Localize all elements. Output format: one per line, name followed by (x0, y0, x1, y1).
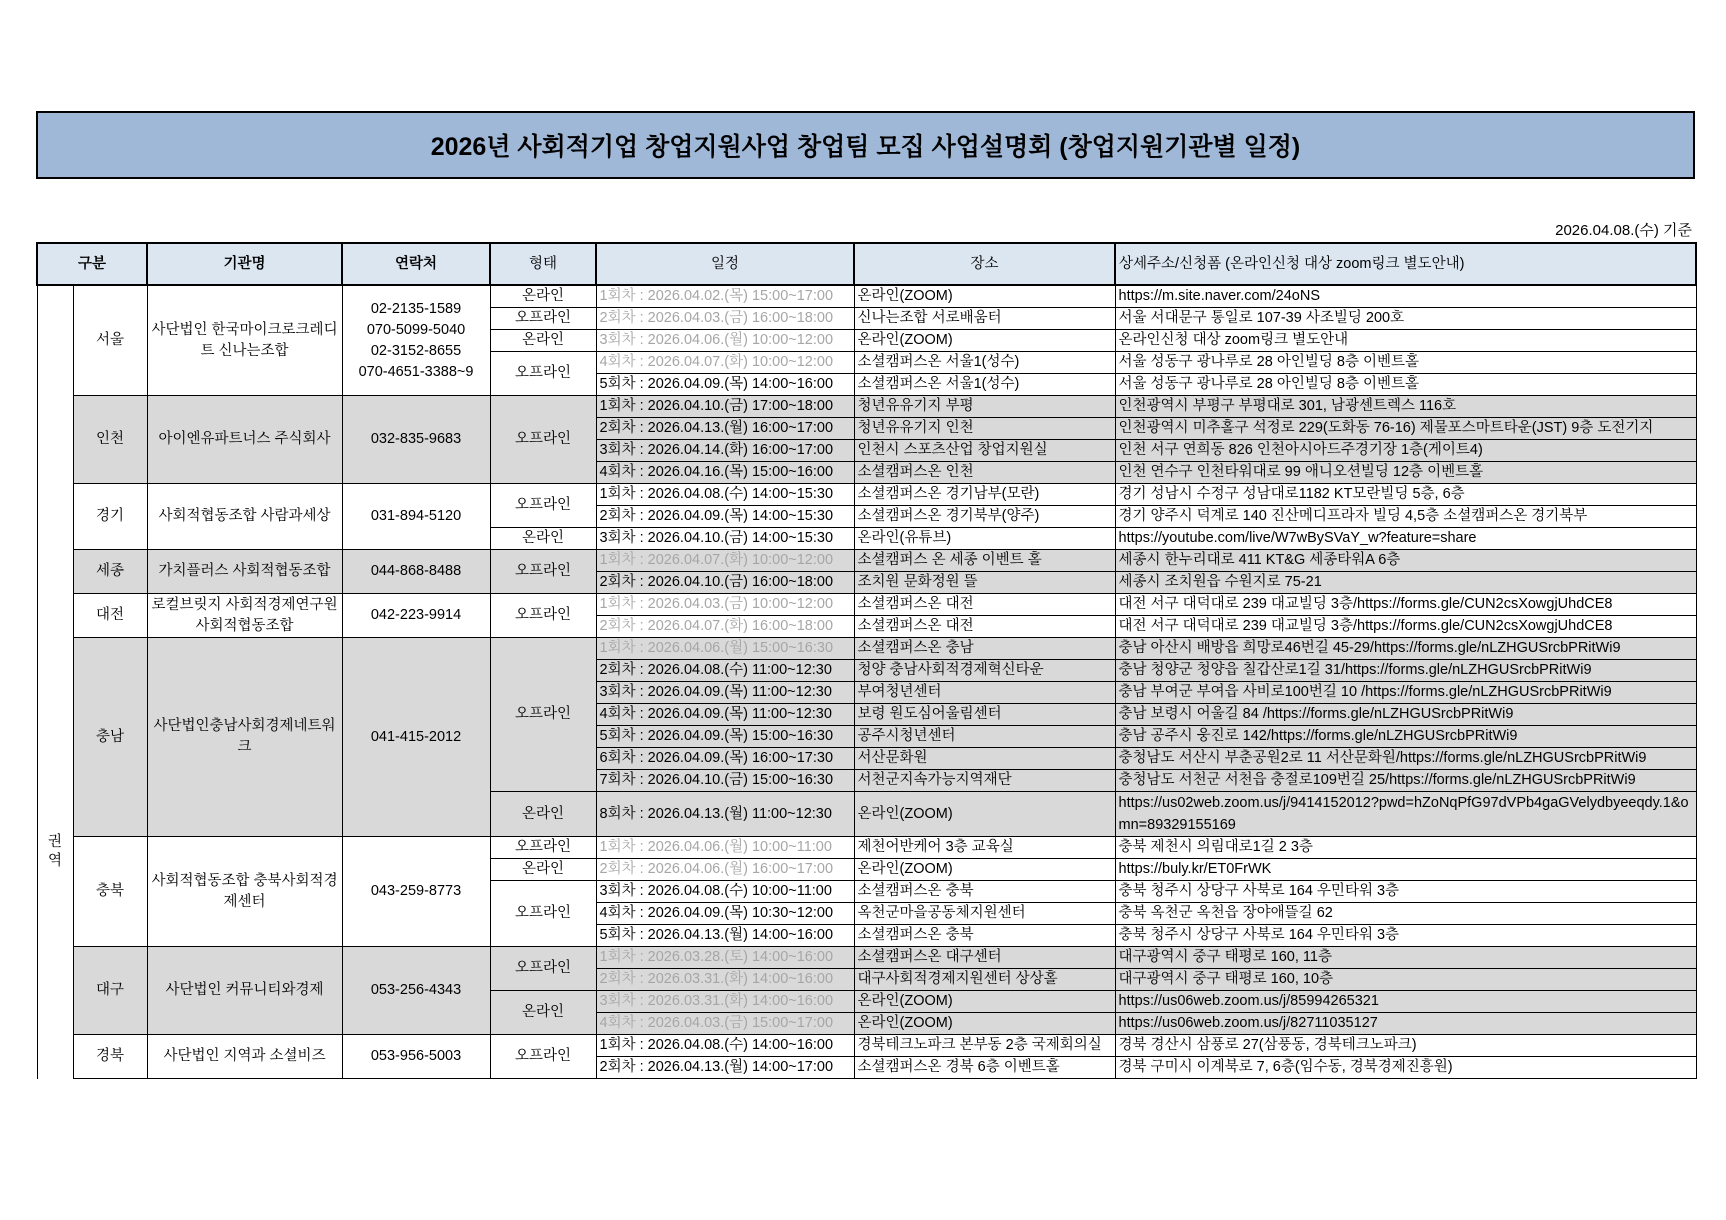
org-name: 로컬브릿지 사회적경제연구원 사회적협동조합 (147, 594, 342, 638)
table-body (37, 285, 1696, 1079)
table-row (37, 285, 1696, 308)
as-of-date: 2026.04.08.(수) 기준 (1555, 222, 1692, 239)
session-schedule: 2회차 : 2026.04.10.(금) 16:00~18:00 (596, 572, 854, 594)
session-type: 온라인 (490, 330, 596, 352)
session-schedule: 2회차 : 2026.04.08.(수) 11:00~12:30 (596, 660, 854, 682)
session-place: 소셜캠퍼스온 충북 (854, 925, 1115, 947)
session-place: 소셜캠퍼스온 충북 (854, 881, 1115, 903)
session-detail: 세종시 조치원읍 수원지로 75-21 (1115, 572, 1696, 594)
contact-phone: 053-956-5003 (370, 1048, 462, 1064)
session-detail: https://youtube.com/live/W7wBySVaY_w?feature=share (1115, 528, 1696, 550)
session-detail: 세종시 한누리대로 411 KT&G 세종타워A 6층 (1115, 550, 1696, 572)
org-name: 사단법인 커뮤니티와경제 (147, 947, 342, 1035)
table-row (37, 484, 1696, 506)
session-schedule: 1회차 : 2026.03.28.(토) 14:00~16:00 (596, 947, 854, 969)
session-place: 소셜캠퍼스온 대전 (854, 616, 1115, 638)
session-detail: https://m.site.naver.com/24oNS (1115, 285, 1696, 308)
contact-cell (342, 947, 490, 1035)
session-detail: 서울 성동구 광나루로 28 아인빌딩 8층 이벤트홀 (1115, 374, 1696, 396)
session-type: 오프라인 (490, 484, 596, 528)
session-place: 청양 충남사회적경제혁신타운 (854, 660, 1115, 682)
session-detail: 충청남도 서천군 서천읍 충절로109번길 25/https://forms.gle/nLZHGUSrcbPRitWi9 (1115, 770, 1696, 792)
contact-cell (342, 594, 490, 638)
session-schedule: 2회차 : 2026.04.07.(화) 16:00~18:00 (596, 616, 854, 638)
session-place: 인천시 스포츠산업 창업지원실 (854, 440, 1115, 462)
session-place: 대구사회적경제지원센터 상상홀 (854, 969, 1115, 991)
region-group-text: 권 역 (47, 834, 62, 870)
session-detail: 서울 성동구 광나루로 28 아인빌딩 8층 이벤트홀 (1115, 352, 1696, 374)
region-name: 서울 (73, 285, 147, 396)
header-type: 형태 (490, 243, 596, 285)
session-type: 오프라인 (490, 947, 596, 991)
session-schedule: 1회차 : 2026.04.02.(목) 15:00~17:00 (596, 285, 854, 308)
session-type: 오프라인 (490, 881, 596, 947)
session-place: 소셜캠퍼스온 경기북부(양주) (854, 506, 1115, 528)
session-schedule: 1회차 : 2026.04.06.(월) 10:00~11:00 (596, 837, 854, 859)
session-schedule: 4회차 : 2026.04.07.(화) 10:00~12:00 (596, 352, 854, 374)
session-place: 경북테크노파크 본부동 2층 국제회의실 (854, 1035, 1115, 1057)
session-place: 서천군지속가능지역재단 (854, 770, 1115, 792)
contact-cell (342, 837, 490, 947)
region-name: 세종 (73, 550, 147, 594)
session-schedule: 3회차 : 2026.04.09.(목) 11:00~12:30 (596, 682, 854, 704)
session-place: 소셜캠퍼스온 서울1(성수) (854, 352, 1115, 374)
session-place: 소셜캠퍼스온 충남 (854, 638, 1115, 660)
session-place: 공주시청년센터 (854, 726, 1115, 748)
page-title: 2026년 사회적기업 창업지원사업 창업팀 모집 사업설명회 (창업지원기관별 일정) (430, 133, 1301, 161)
org-name: 가치플러스 사회적협동조합 (147, 550, 342, 594)
session-place: 서산문화원 (854, 748, 1115, 770)
org-name: 사단법인 한국마이크로크레디트 신나는조합 (147, 285, 342, 396)
contact-phone: 02-3152-8655 (370, 342, 462, 359)
header-category: 구분 (37, 243, 147, 285)
schedule-table (36, 242, 1697, 1079)
session-detail: 경북 경산시 삼풍로 27(삼풍동, 경북테크노파크) (1115, 1035, 1696, 1057)
session-detail: 충남 공주시 웅진로 142/https://forms.gle/nLZHGUSrcbPRitWi9 (1115, 726, 1696, 748)
session-detail: 서울 서대문구 통일로 107-39 사조빌딩 200호 (1115, 308, 1696, 330)
session-schedule: 4회차 : 2026.04.09.(목) 10:30~12:00 (596, 903, 854, 925)
region-name: 충남 (73, 638, 147, 837)
session-schedule: 3회차 : 2026.04.08.(수) 10:00~11:00 (596, 881, 854, 903)
org-name: 사회적협동조합 충북사회적경제센터 (147, 837, 342, 947)
session-schedule: 4회차 : 2026.04.16.(목) 15:00~16:00 (596, 462, 854, 484)
session-place: 옥천군마을공동체지원센터 (854, 903, 1115, 925)
contact-phone: 032-835-9683 (370, 431, 462, 447)
session-detail: 인천광역시 미추홀구 석정로 229(도화동 76-16) 제물포스마트타운(JST) 9층 도전기지 (1115, 418, 1696, 440)
session-type: 오프라인 (490, 352, 596, 396)
table-row (37, 396, 1696, 418)
header-org: 기관명 (147, 243, 342, 285)
session-detail: 인천 연수구 인천타워대로 99 애니오션빌딩 12층 이벤트홀 (1115, 462, 1696, 484)
session-schedule: 3회차 : 2026.04.06.(월) 10:00~12:00 (596, 330, 854, 352)
session-type: 온라인 (490, 528, 596, 550)
region-name: 대전 (73, 594, 147, 638)
session-place: 부여청년센터 (854, 682, 1115, 704)
session-place: 소셜캠퍼스온 인천 (854, 462, 1115, 484)
session-type: 오프라인 (490, 594, 596, 638)
region-name: 대구 (73, 947, 147, 1035)
session-detail: 대전 서구 대덕대로 239 대교빌딩 3층/https://forms.gle/CUN2csXowgjUhdCE8 (1115, 616, 1696, 638)
region-name: 인천 (73, 396, 147, 484)
contact-cell (342, 484, 490, 550)
session-place: 청년유유기지 인천 (854, 418, 1115, 440)
session-place: 온라인(ZOOM) (854, 991, 1115, 1013)
session-detail: 충남 보령시 어울길 84 /https://forms.gle/nLZHGUSrcbPRitWi9 (1115, 704, 1696, 726)
session-place: 소셜캠퍼스온 대구센터 (854, 947, 1115, 969)
session-detail: 대구광역시 중구 태평로 160, 11층 (1115, 947, 1696, 969)
session-schedule: 3회차 : 2026.04.14.(화) 16:00~17:00 (596, 440, 854, 462)
table-header-row (37, 243, 1696, 285)
region-name: 경기 (73, 484, 147, 550)
session-place: 온라인(ZOOM) (854, 1013, 1115, 1035)
session-type: 오프라인 (490, 396, 596, 484)
session-schedule: 2회차 : 2026.04.13.(월) 16:00~17:00 (596, 418, 854, 440)
session-schedule: 6회차 : 2026.04.09.(목) 16:00~17:30 (596, 748, 854, 770)
session-detail: 충남 부여군 부여읍 사비로100번길 10 /https://forms.gle/nLZHGUSrcbPRitWi9 (1115, 682, 1696, 704)
session-place: 소셜캠퍼스온 대전 (854, 594, 1115, 616)
session-schedule: 5회차 : 2026.04.09.(목) 14:00~16:00 (596, 374, 854, 396)
session-type: 오프라인 (490, 1035, 596, 1079)
session-place: 소셜캠퍼스온 경기남부(모란) (854, 484, 1115, 506)
session-schedule: 3회차 : 2026.04.10.(금) 14:00~15:30 (596, 528, 854, 550)
header-contact: 연락처 (342, 243, 490, 285)
session-schedule: 1회차 : 2026.04.10.(금) 17:00~18:00 (596, 396, 854, 418)
session-place: 온라인(ZOOM) (854, 285, 1115, 308)
session-schedule: 5회차 : 2026.04.09.(목) 15:00~16:30 (596, 726, 854, 748)
session-detail: https://buly.kr/ET0FrWK (1115, 859, 1696, 881)
contact-phone: 043-259-8773 (370, 883, 462, 899)
table-row (37, 947, 1696, 969)
session-schedule: 4회차 : 2026.04.03.(금) 15:00~17:00 (596, 1013, 854, 1035)
session-type: 온라인 (490, 285, 596, 308)
org-name: 사단법인 지역과 소셜비즈 (147, 1035, 342, 1079)
session-place: 신나는조합 서로배움터 (854, 308, 1115, 330)
session-schedule: 1회차 : 2026.04.08.(수) 14:00~16:00 (596, 1035, 854, 1057)
session-type: 오프라인 (490, 837, 596, 859)
table-row (37, 638, 1696, 660)
session-type: 오프라인 (490, 550, 596, 594)
session-place: 조치원 문화정원 뜰 (854, 572, 1115, 594)
session-place: 소셜캠퍼스온 경북 6층 이벤트홀 (854, 1057, 1115, 1079)
contact-cell (342, 396, 490, 484)
session-schedule: 5회차 : 2026.04.13.(월) 14:00~16:00 (596, 925, 854, 947)
contact-phone: 053-256-4343 (370, 982, 462, 998)
session-type: 온라인 (490, 792, 596, 837)
session-schedule: 2회차 : 2026.04.13.(월) 14:00~17:00 (596, 1057, 854, 1079)
session-schedule: 2회차 : 2026.04.06.(월) 16:00~17:00 (596, 859, 854, 881)
session-place: 온라인(유튜브) (854, 528, 1115, 550)
session-detail: https://us06web.zoom.us/j/85994265321 (1115, 991, 1696, 1013)
contact-cell (342, 285, 490, 396)
session-schedule: 1회차 : 2026.04.08.(수) 14:00~15:30 (596, 484, 854, 506)
session-detail: 충남 청양군 청양읍 칠갑산로1길 31/https://forms.gle/nLZHGUSrcbPRitWi9 (1115, 660, 1696, 682)
contact-phone: 031-894-5120 (370, 508, 462, 524)
session-schedule: 3회차 : 2026.03.31.(화) 14:00~16:00 (596, 991, 854, 1013)
session-detail: https://us02web.zoom.us/j/9414152012?pwd=hZoNqPfG97dVPb4gaGVelydbyeeqdy.1&omn=89329155169 (1115, 792, 1696, 837)
session-schedule: 2회차 : 2026.03.31.(화) 14:00~16:00 (596, 969, 854, 991)
session-place: 소셜캠퍼스 온 세종 이벤트 홀 (854, 550, 1115, 572)
session-detail: 경북 구미시 이계북로 7, 6층(임수동, 경북경제진흥원) (1115, 1057, 1696, 1079)
contact-phone: 070-4651-3388~9 (358, 363, 474, 380)
session-schedule: 1회차 : 2026.04.06.(월) 15:00~16:30 (596, 638, 854, 660)
session-schedule: 2회차 : 2026.04.09.(목) 14:00~15:30 (596, 506, 854, 528)
session-schedule: 1회차 : 2026.04.03.(금) 10:00~12:00 (596, 594, 854, 616)
org-name: 사회적협동조합 사람과세상 (147, 484, 342, 550)
session-place: 청년유유기지 부평 (854, 396, 1115, 418)
session-detail: 충북 제천시 의림대로1길 2 3층 (1115, 837, 1696, 859)
org-name: 사단법인충남사회경제네트워크 (147, 638, 342, 837)
session-detail: 대구광역시 중구 태평로 160, 10층 (1115, 969, 1696, 991)
org-name: 아이엔유파트너스 주식회사 (147, 396, 342, 484)
session-place: 제천어반케어 3층 교육실 (854, 837, 1115, 859)
contact-phone: 02-2135-1589 (370, 300, 462, 317)
session-detail: 경기 양주시 덕계로 140 진산메디프라자 빌딩 4,5층 소셜캠퍼스온 경기북부 (1115, 506, 1696, 528)
session-schedule: 2회차 : 2026.04.03.(금) 16:00~18:00 (596, 308, 854, 330)
table-row (37, 550, 1696, 572)
session-place: 온라인(ZOOM) (854, 792, 1115, 837)
session-type: 온라인 (490, 859, 596, 881)
session-detail: 경기 성남시 수정구 성남대로1182 KT모란빌딩 5층, 6층 (1115, 484, 1696, 506)
session-place: 보령 원도심어울림센터 (854, 704, 1115, 726)
session-schedule: 8회차 : 2026.04.13.(월) 11:00~12:30 (596, 792, 854, 837)
session-type: 온라인 (490, 991, 596, 1035)
session-schedule: 7회차 : 2026.04.10.(금) 15:00~16:30 (596, 770, 854, 792)
contact-phone: 041-415-2012 (370, 728, 462, 745)
contact-cell (342, 1035, 490, 1079)
title-banner (36, 111, 1695, 179)
contact-phone: 042-223-9914 (370, 607, 462, 623)
session-type: 오프라인 (490, 308, 596, 330)
session-place: 온라인(ZOOM) (854, 330, 1115, 352)
session-schedule: 4회차 : 2026.04.09.(목) 11:00~12:30 (596, 704, 854, 726)
session-detail: 충북 청주시 상당구 사북로 164 우민타워 3층 (1115, 881, 1696, 903)
session-schedule: 1회차 : 2026.04.07.(화) 10:00~12:00 (596, 550, 854, 572)
session-detail: 충남 아산시 배방읍 희망로46번길 45-29/https://forms.gle/nLZHGUSrcbPRitWi9 (1115, 638, 1696, 660)
contact-phone: 044-868-8488 (370, 563, 462, 579)
contact-cell (342, 638, 490, 837)
session-detail: 온라인신청 대상 zoom링크 별도안내 (1115, 330, 1696, 352)
contact-phone: 070-5099-5040 (366, 321, 466, 338)
session-detail: 인천 서구 연희동 826 인천아시아드주경기장 1층(게이트4) (1115, 440, 1696, 462)
session-place: 온라인(ZOOM) (854, 859, 1115, 881)
session-type: 오프라인 (490, 638, 596, 792)
session-place: 소셜캠퍼스온 서울1(성수) (854, 374, 1115, 396)
region-group-label (37, 285, 73, 1079)
region-name: 경북 (73, 1035, 147, 1079)
table-row (37, 837, 1696, 859)
session-detail: 충북 청주시 상당구 사북로 164 우민타워 3층 (1115, 925, 1696, 947)
header-place: 장소 (854, 243, 1115, 285)
session-detail: 충청남도 서산시 부춘공원2로 11 서산문화원/https://forms.gle/nLZHGUSrcbPRitWi9 (1115, 748, 1696, 770)
header-detail: 상세주소/신청폼 (온라인신청 대상 zoom링크 별도안내) (1115, 243, 1696, 285)
session-detail: https://us06web.zoom.us/j/82711035127 (1115, 1013, 1696, 1035)
session-detail: 대전 서구 대덕대로 239 대교빌딩 3층/https://forms.gle/CUN2csXowgjUhdCE8 (1115, 594, 1696, 616)
table-row (37, 594, 1696, 616)
table-row (37, 1035, 1696, 1057)
session-detail: 충북 옥천군 옥천읍 장야애뜰길 62 (1115, 903, 1696, 925)
region-name: 충북 (73, 837, 147, 947)
header-schedule: 일정 (596, 243, 854, 285)
session-detail: 인천광역시 부평구 부평대로 301, 남광센트렉스 116호 (1115, 396, 1696, 418)
contact-cell (342, 550, 490, 594)
